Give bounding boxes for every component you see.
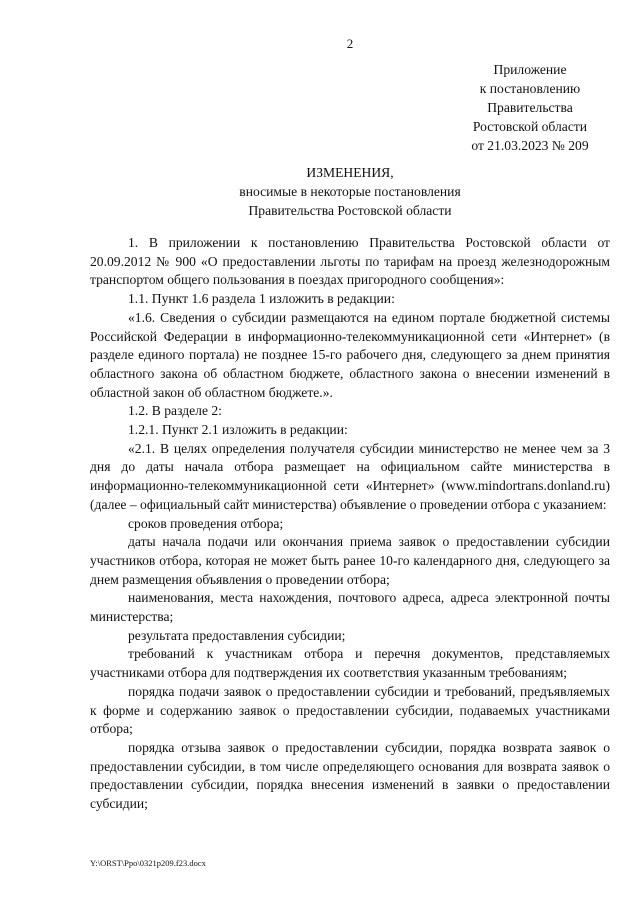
paragraph: 1.2.1. Пункт 2.1 изложить в редакции: bbox=[128, 422, 348, 438]
paragraph: «1.6. Сведения о субсидии размещаются на едином портале бюджетной системы Российской Федерации в информационно-телекоммуникационной сети «Интернет» (в разделе единого портала) не позднее 15-го рабочего дня, следующего за днем принятия областного закона об областном бюджете, областного закона о внесении изменений в областной закон об областном бюджете.». bbox=[90, 309, 610, 400]
appendix-line: Ростовской области bbox=[472, 119, 588, 134]
paragraph: 1.1. Пункт 1.6 раздела 1 изложить в редакции: bbox=[128, 291, 395, 307]
paragraph: сроков проведения отбора; bbox=[128, 515, 284, 531]
heading-title: ИЗМЕНЕНИЯ, bbox=[306, 165, 394, 180]
paragraph: 1.2. В разделе 2: bbox=[128, 403, 222, 419]
paragraph: требований к участникам отбора и перечня документов, представляемых участниками отбора для подтверждения их соответствия указанным требованиям; bbox=[90, 646, 610, 681]
appendix-line: от 21.03.2023 № 209 bbox=[471, 138, 589, 153]
paragraph: порядка отзыва заявок о предоставлении субсидии, порядка возврата заявок о предоставлении субсидии, в том числе определяющего основания для возврата заявок о предоставлении субсидии, порядка внесения изменений в заявки о предоставлении субсидии; bbox=[90, 739, 610, 812]
document-body bbox=[90, 234, 610, 814]
page-number: 2 bbox=[346, 36, 354, 51]
appendix-block bbox=[430, 60, 630, 155]
paragraph: даты начала подачи или окончания приема заявок о предоставлении субсидии участников отбора, которая не может быть ранее 10-го календарного дня, следующего за днем размещения объявления о проведении отбора; bbox=[90, 534, 610, 587]
paragraph: 1. В приложении к постановлению Правительства Ростовской области от 20.09.2012 № 900 «О предоставлении льготы по тарифам на проезд железнодорожным транспортом общего пользования в поездах пригородного сообщения»: bbox=[90, 235, 610, 288]
paragraph: наименования, места нахождения, почтового адреса, адреса электронной почты министерства; bbox=[90, 590, 610, 625]
appendix-line: Правительства bbox=[487, 100, 573, 115]
appendix-line: Приложение bbox=[493, 62, 567, 77]
paragraph: «2.1. В целях определения получателя субсидии министерство не менее чем за 3 дня до даты начала отбора размещает на официальном сайте министерства в информационно-телекоммуникационной сети «Интернет» (www.mindortrans.donland.ru) (далее – официальный сайт министерства) объявление о проведении отбора с указанием: bbox=[90, 440, 610, 512]
heading-subtitle-2: Правительства Ростовской области bbox=[248, 203, 452, 218]
document-heading bbox=[0, 163, 640, 220]
appendix-line: к постановлению bbox=[479, 81, 581, 96]
heading-subtitle-1: вносимые в некоторые постановления bbox=[239, 184, 461, 199]
paragraph: результата предоставления субсидии; bbox=[128, 627, 346, 643]
footer-file-path: Y:\ORST\Ppo\0321p209.f23.docx bbox=[90, 858, 206, 868]
paragraph: порядка подачи заявок о предоставлении субсидии и требований, предъявляемых к форме и содержанию заявок о предоставлении субсидии, подаваемых участниками отбора; bbox=[90, 683, 610, 737]
